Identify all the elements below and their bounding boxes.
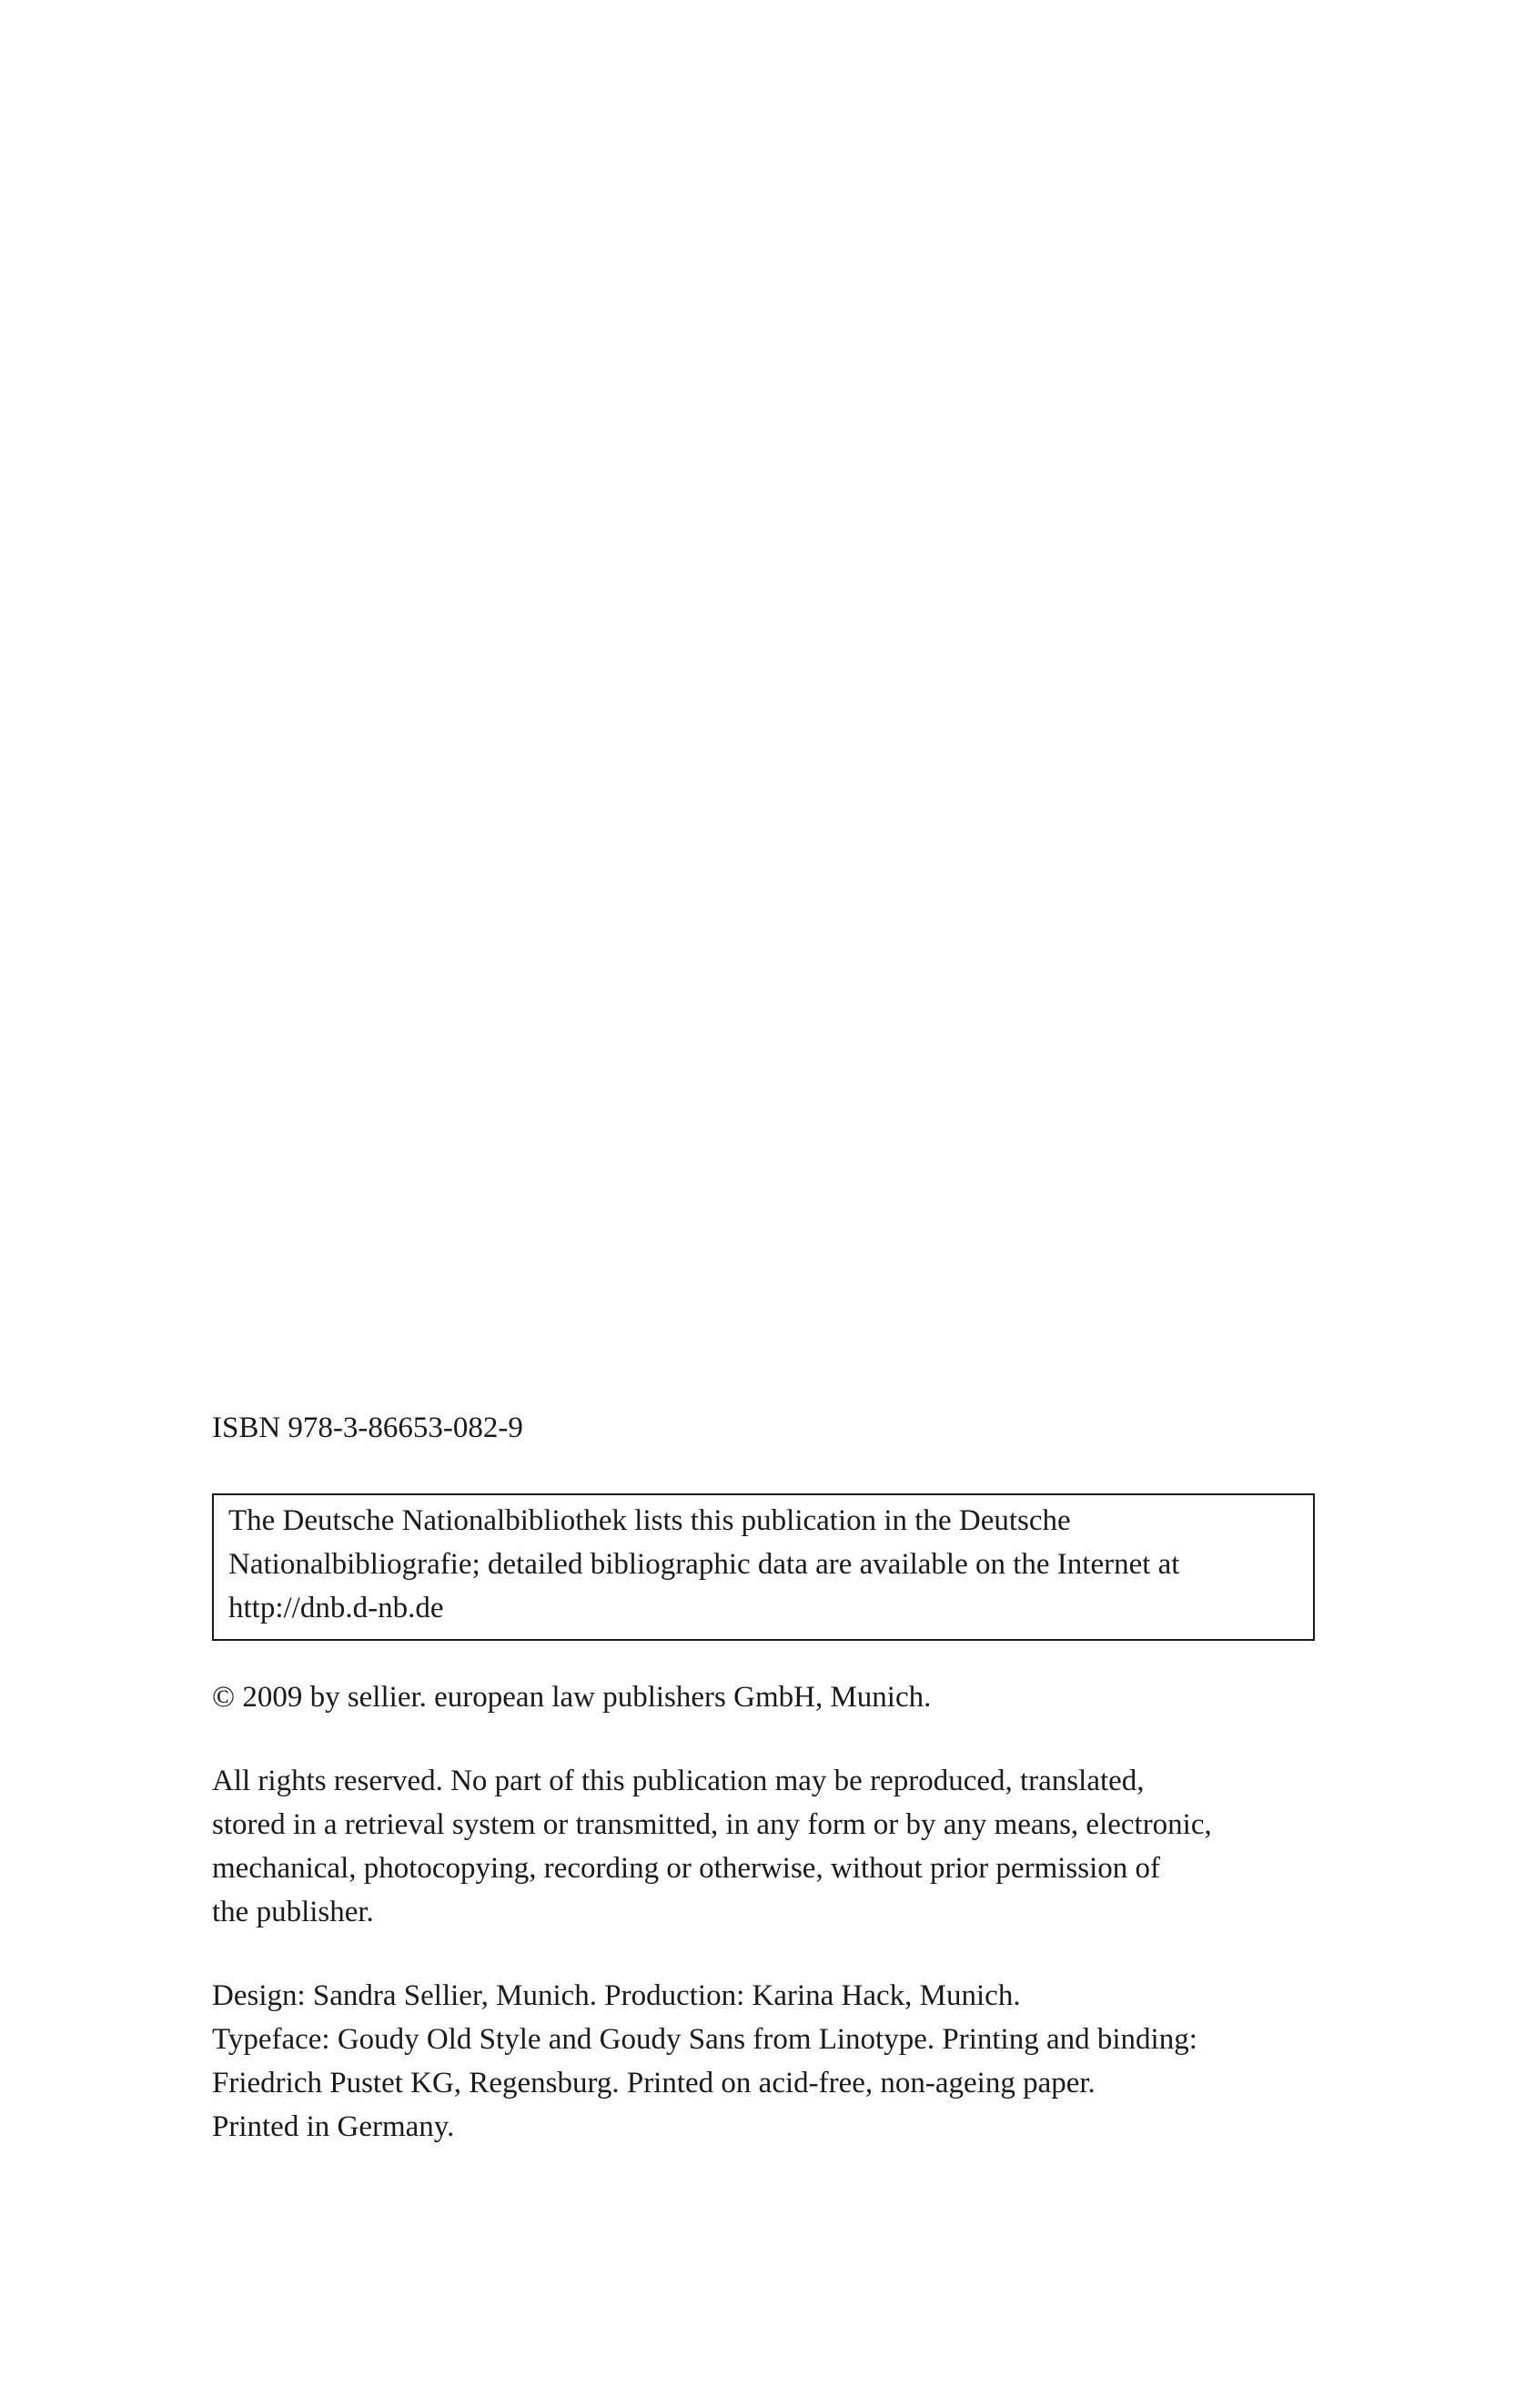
rights-paragraph xyxy=(212,1759,1313,1934)
cip-notice-box xyxy=(212,1493,1315,1641)
colophon xyxy=(212,1406,1313,2149)
rights-line: the publisher. xyxy=(212,1896,374,1928)
isbn-line: ISBN 978-3-86653-082-9 xyxy=(212,1411,523,1444)
cip-url: http://dnb.d-nb.de xyxy=(228,1592,444,1624)
copyright-line: © 2009 by sellier. european law publishers GmbH, Munich. xyxy=(212,1681,932,1714)
credits-line: Printed in Germany. xyxy=(212,2110,455,2143)
cip-notice-text xyxy=(228,1499,1298,1630)
cip-line: The Deutsche Nationalbibliothek lists this publication in the Deutsche xyxy=(228,1504,1071,1537)
credits-line: Design: Sandra Sellier, Munich. Production: Karina Hack, Munich. xyxy=(212,1979,1021,2012)
credits-line: Typeface: Goudy Old Style and Goudy Sans from Linotype. Printing and binding: xyxy=(212,2023,1197,2056)
rights-line: stored in a retrieval system or transmitted, in any form or by any means, electronic, xyxy=(212,1808,1212,1841)
credits-line: Friedrich Pustet KG, Regensburg. Printed on acid-free, non-ageing paper. xyxy=(212,2067,1096,2099)
credits-paragraph xyxy=(212,1974,1313,2149)
rights-line: All rights reserved. No part of this publication may be reproduced, translated, xyxy=(212,1765,1145,1797)
cip-line: Nationalbibliografie; detailed bibliographic data are available on the Internet at xyxy=(228,1548,1180,1581)
rights-line: mechanical, photocopying, recording or otherwise, without prior permission of xyxy=(212,1852,1160,1885)
